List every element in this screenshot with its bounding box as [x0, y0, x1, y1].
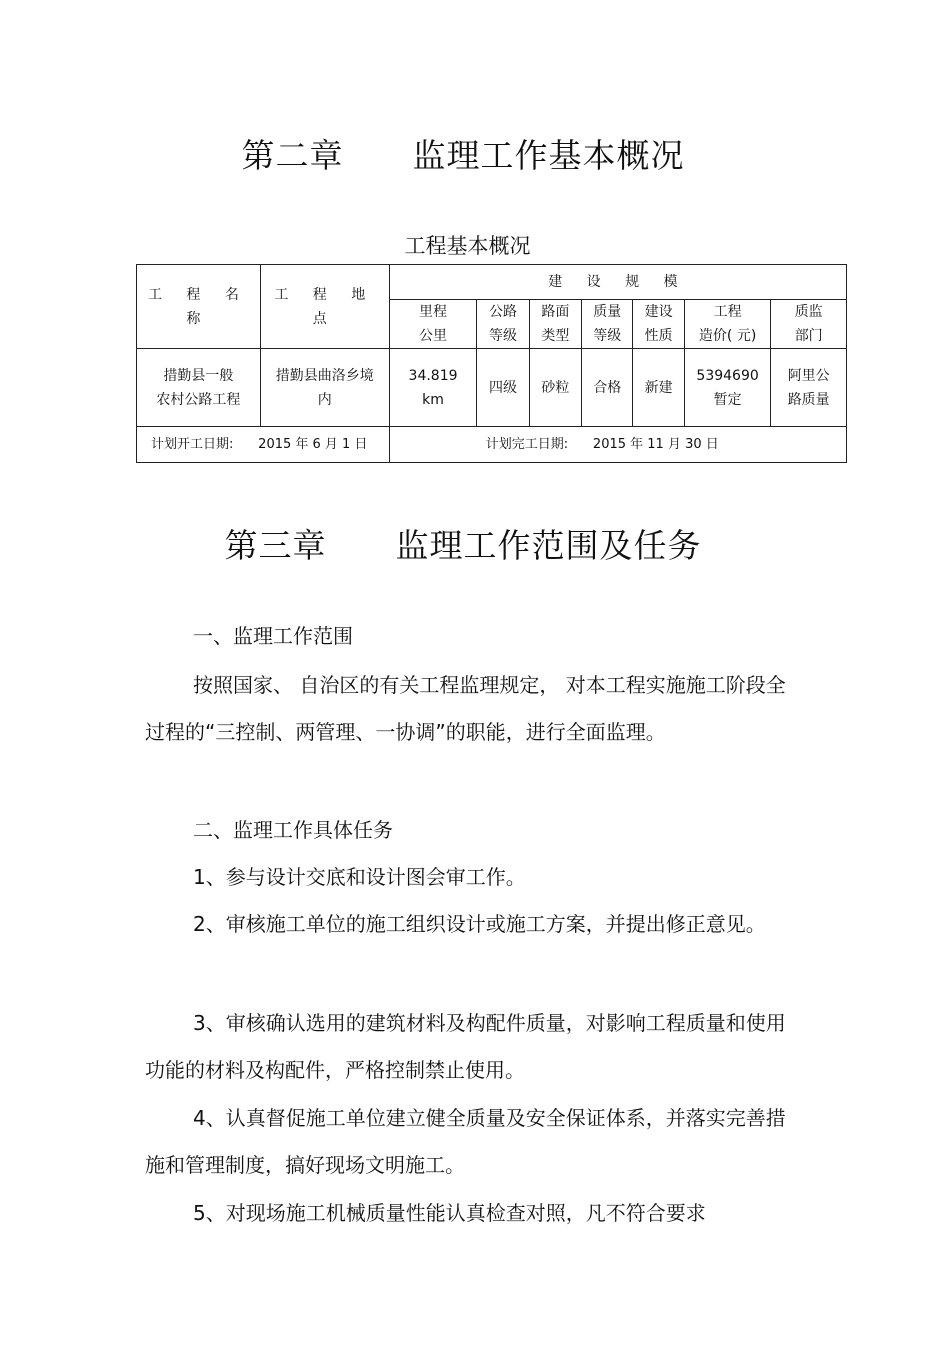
plan-end-date: 计划完工日期: 2015 年 11 月 30 日: [389, 427, 846, 463]
cell-surface-type: 砂粒: [529, 349, 581, 427]
plan-start-date: 计划开工日期: 2015 年 6 月 1 日: [137, 427, 390, 463]
task-item-5: 5、对现场施工机械质量性能认真检查对照，凡不符合要求: [193, 1201, 706, 1225]
table-row: [137, 349, 847, 427]
header-cost: 工程 造价( 元): [684, 300, 771, 349]
section-2-title: 二、监理工作具体任务: [193, 818, 393, 842]
header-construction-type: 建设 性质: [633, 300, 684, 349]
cell-location: 措勤县曲洛乡境 内: [260, 349, 389, 427]
header-mileage: 里程 公里: [389, 300, 477, 349]
table-caption: 工程基本概况: [404, 234, 531, 258]
header-surface-type: 路面 类型: [529, 300, 581, 349]
header-supervision-dept: 质监 部门: [771, 300, 847, 349]
chapter-3-title: 第三章 监理工作范围及任务: [224, 526, 702, 565]
header-road-grade: 公路 等级: [477, 300, 529, 349]
cell-project-name: 措勤县一般 农村公路工程: [137, 349, 261, 427]
section-1-paragraph: 按照国家、 自治区的有关工程监理规定， 对本工程实施施工阶段全过程的“三控制、两管理、一协调”的职能，进行全面监理。: [145, 673, 786, 744]
task-item-4: 4、认真督促施工单位建立健全质量及安全保证体系，并落实完善措施和管理制度，搞好现场文明施工。: [145, 1106, 786, 1177]
cell-mileage: 34.819 km: [389, 349, 477, 427]
task-item-1: 1、参与设计交底和设计图会审工作。: [193, 865, 526, 889]
cell-quality-grade: 合格: [582, 349, 633, 427]
section-1-title: 一、监理工作范围: [193, 624, 353, 648]
cell-construction-type: 新建: [633, 349, 684, 427]
header-quality-grade: 质量 等级: [582, 300, 633, 349]
cell-road-grade: 四级: [477, 349, 529, 427]
task-item-3: 3、审核确认选用的建筑材料及构配件质量，对影响工程质量和使用功能的材料及构配件，严格控制禁止使用。: [145, 1011, 786, 1082]
cell-cost: 5394690 暂定: [684, 349, 771, 427]
header-construction-scale: 建 设 规 模: [389, 265, 846, 300]
project-overview-table: [136, 264, 847, 463]
header-location: 工 程 地 点: [260, 265, 389, 349]
chapter-2-title: 第二章 监理工作基本概况: [241, 136, 685, 175]
cell-supervision-dept: 阿里公 路质量: [771, 349, 847, 427]
task-item-2: 2、审核施工单位的施工组织设计或施工方案，并提出修正意见。: [193, 912, 766, 936]
header-project-name: 工 程 名 称: [137, 265, 261, 349]
